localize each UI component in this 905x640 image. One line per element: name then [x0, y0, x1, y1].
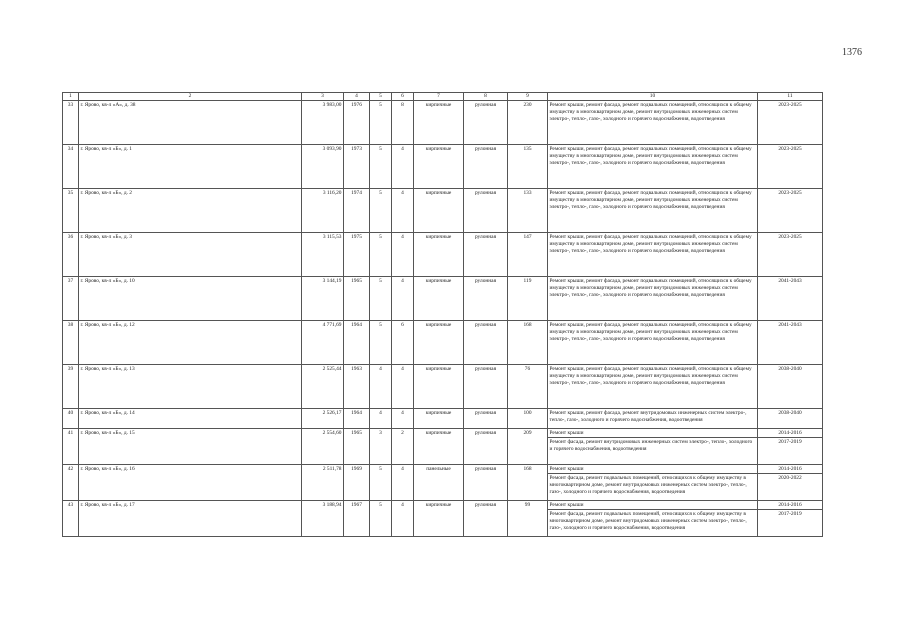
address: г. Ярово, кв-л «А», д. 38: [79, 101, 302, 145]
wall-material: кирпичные: [414, 233, 464, 277]
page-number: 1376: [842, 47, 862, 58]
work-description: Ремонт крыши, ремонт фасада, ремонт подвальных помещений, относящихся к общему имуществу в многоквартирном доме, ремонт внутридомовых инженерных систем электро-, тепло-, газо-, холодного и горячего водоснабжения, водоотведения: [548, 101, 758, 145]
roof-type: рулонная: [464, 465, 508, 501]
year: 1975: [344, 233, 370, 277]
area: 2 511,78: [302, 465, 344, 501]
floors: 5: [370, 501, 392, 537]
residents: 147: [508, 233, 548, 277]
wall-material: кирпичные: [414, 365, 464, 409]
year: 1973: [344, 145, 370, 189]
year: 1964: [344, 409, 370, 429]
floors: 3: [370, 429, 392, 465]
work-description: Ремонт крыши, ремонт фасада, ремонт подвальных помещений, относящихся к общему имуществу в многоквартирном доме, ремонт внутридомовых инженерных систем электро-, тепло-, газо-, холодного и горячего водоснабжения, водоотведения: [548, 145, 758, 189]
period: 2023-2025: [758, 145, 823, 189]
col-header: 1: [63, 93, 79, 101]
roof-type: рулонная: [464, 501, 508, 537]
address: г. Ярово, кв-л «Б», д. 1: [79, 145, 302, 189]
work-description: Ремонт фасада, ремонт внутридомовых инженерных систем электро-, тепло-, холодного и горячего водоснабжения, водоотведения: [548, 438, 758, 465]
residents: 168: [508, 321, 548, 365]
address: г. Ярово, кв-л «Б», д. 10: [79, 277, 302, 321]
wall-material: кирпичные: [414, 501, 464, 537]
table-row: [63, 429, 823, 438]
year: 1974: [344, 189, 370, 233]
roof-type: рулонная: [464, 429, 508, 465]
area: 3 983,00: [302, 101, 344, 145]
col-header: 4: [344, 93, 370, 101]
roof-type: рулонная: [464, 365, 508, 409]
roof-type: рулонная: [464, 101, 508, 145]
work-description: Ремонт фасада, ремонт подвальных помещений, относящихся к общему имуществу в многоквартирном доме, ремонт внутридомовых инженерных систем электро-, тепло-, газо-, холодного и горячего водоснабжения, водоотведения: [548, 474, 758, 501]
work-description: Ремонт крыши, ремонт фасада, ремонт внутридомовых инженерных систем электро-, тепло-, газо-, холодного и горячего водоснабжения, водоотведения: [548, 409, 758, 429]
row-number: 41: [63, 429, 79, 465]
area: 2 526,17: [302, 409, 344, 429]
period: 2017-2019: [758, 510, 823, 537]
residents: 100: [508, 409, 548, 429]
year: 1964: [344, 321, 370, 365]
table-row: [63, 465, 823, 474]
address: г. Ярово, кв-л «Б», д. 12: [79, 321, 302, 365]
entrances: 6: [392, 321, 414, 365]
work-description: Ремонт крыши, ремонт фасада, ремонт подвальных помещений, относящихся к общему имуществу в многоквартирном доме, ремонт внутридомовых инженерных систем электро-, тепло-, газо-, холодного и горячего водоснабжения, водоотведения: [548, 365, 758, 409]
entrances: 4: [392, 365, 414, 409]
col-header: 6: [392, 93, 414, 101]
table-row: [63, 233, 823, 277]
entrances: 4: [392, 501, 414, 537]
period: 2014-2016: [758, 465, 823, 474]
row-number: 36: [63, 233, 79, 277]
residents: 133: [508, 189, 548, 233]
floors: 4: [370, 365, 392, 409]
roof-type: рулонная: [464, 321, 508, 365]
work-description: Ремонт фасада, ремонт подвальных помещений, относящихся к общему имуществу в многоквартирном доме, ремонт внутридомовых инженерных систем электро-, тепло-, газо-, холодного и горячего водоснабжения, водоотведения: [548, 510, 758, 537]
wall-material: кирпичные: [414, 189, 464, 233]
period: 2023-2025: [758, 189, 823, 233]
residents: 168: [508, 465, 548, 501]
floors: 5: [370, 277, 392, 321]
period: 2014-2016: [758, 501, 823, 510]
roof-type: рулонная: [464, 145, 508, 189]
table-row: [63, 277, 823, 321]
year: 1965: [344, 429, 370, 465]
row-number: 39: [63, 365, 79, 409]
period: 2041-2043: [758, 277, 823, 321]
floors: 5: [370, 321, 392, 365]
floors: 5: [370, 189, 392, 233]
entrances: 4: [392, 145, 414, 189]
period: 2023-2025: [758, 233, 823, 277]
address: г. Ярово, кв-л «Б», д. 16: [79, 465, 302, 501]
residents: 119: [508, 277, 548, 321]
row-number: 38: [63, 321, 79, 365]
address: г. Ярово, кв-л «Б», д. 13: [79, 365, 302, 409]
floors: 5: [370, 465, 392, 501]
col-header: 9: [508, 93, 548, 101]
col-header: 3: [302, 93, 344, 101]
roof-type: рулонная: [464, 233, 508, 277]
address: г. Ярово, кв-л «Б», д. 17: [79, 501, 302, 537]
entrances: 8: [392, 101, 414, 145]
address: г. Ярово, кв-л «Б», д. 14: [79, 409, 302, 429]
roof-type: рулонная: [464, 277, 508, 321]
residents: 135: [508, 145, 548, 189]
area: 2 525,44: [302, 365, 344, 409]
wall-material: кирпичные: [414, 409, 464, 429]
entrances: 4: [392, 277, 414, 321]
work-description: Ремонт крыши: [548, 501, 758, 510]
col-header: 7: [414, 93, 464, 101]
row-number: 43: [63, 501, 79, 537]
roof-type: рулонная: [464, 409, 508, 429]
period: 2041-2043: [758, 321, 823, 365]
work-description: Ремонт крыши, ремонт фасада, ремонт подвальных помещений, относящихся к общему имуществу в многоквартирном доме, ремонт внутридомовых инженерных систем электро-, тепло-, газо-, холодного и горячего водоснабжения, водоотведения: [548, 189, 758, 233]
table-row: [63, 101, 823, 145]
row-number: 34: [63, 145, 79, 189]
table-row: [63, 501, 823, 510]
work-description: Ремонт крыши, ремонт фасада, ремонт подвальных помещений, относящихся к общему имуществу в многоквартирном доме, ремонт внутридомовых инженерных систем электро-, тепло-, газо-, холодного и горячего водоснабжения, водоотведения: [548, 321, 758, 365]
wall-material: кирпичные: [414, 101, 464, 145]
area: 3 116,20: [302, 189, 344, 233]
residents: 76: [508, 365, 548, 409]
year: 1965: [344, 277, 370, 321]
floors: 5: [370, 233, 392, 277]
residents: 209: [508, 429, 548, 465]
entrances: 4: [392, 409, 414, 429]
row-number: 35: [63, 189, 79, 233]
entrances: 4: [392, 189, 414, 233]
wall-material: панельные: [414, 465, 464, 501]
residents: 99: [508, 501, 548, 537]
work-description: Ремонт крыши: [548, 465, 758, 474]
residents: 230: [508, 101, 548, 145]
entrances: 4: [392, 233, 414, 277]
year: 1969: [344, 465, 370, 501]
table-row: [63, 409, 823, 429]
area: 2 554,60: [302, 429, 344, 465]
row-number: 40: [63, 409, 79, 429]
table-row: [63, 365, 823, 409]
row-number: 37: [63, 277, 79, 321]
address: г. Ярово, кв-л «Б», д. 15: [79, 429, 302, 465]
row-number: 42: [63, 465, 79, 501]
wall-material: кирпичные: [414, 321, 464, 365]
period: 2017-2019: [758, 438, 823, 465]
period: 2038-2040: [758, 365, 823, 409]
entrances: 2: [392, 429, 414, 465]
area: 3 188,94: [302, 501, 344, 537]
address: г. Ярово, кв-л «Б», д. 2: [79, 189, 302, 233]
table-row: [63, 145, 823, 189]
entrances: 4: [392, 465, 414, 501]
wall-material: кирпичные: [414, 277, 464, 321]
column-number-row: [63, 93, 823, 101]
period: 2014-2016: [758, 429, 823, 438]
col-header: 11: [758, 93, 823, 101]
year: 1967: [344, 501, 370, 537]
housing-repair-table: [62, 92, 823, 537]
floors: 5: [370, 101, 392, 145]
area: 4 771,69: [302, 321, 344, 365]
period: 2038-2040: [758, 409, 823, 429]
col-header: 8: [464, 93, 508, 101]
period: 2023-2025: [758, 101, 823, 145]
year: 1963: [344, 365, 370, 409]
floors: 4: [370, 409, 392, 429]
row-number: 33: [63, 101, 79, 145]
roof-type: рулонная: [464, 189, 508, 233]
table-row: [63, 321, 823, 365]
period: 2020-2022: [758, 474, 823, 501]
col-header: 10: [548, 93, 758, 101]
wall-material: кирпичные: [414, 429, 464, 465]
col-header: 2: [79, 93, 302, 101]
floors: 5: [370, 145, 392, 189]
area: 3 115,53: [302, 233, 344, 277]
work-description: Ремонт крыши, ремонт фасада, ремонт подвальных помещений, относящихся к общему имуществу в многоквартирном доме, ремонт внутридомовых инженерных систем электро-, тепло-, газо-, холодного и горячего водоснабжения, водоотведения: [548, 277, 758, 321]
address: г. Ярово, кв-л «Б», д. 3: [79, 233, 302, 277]
area: 3 144,19: [302, 277, 344, 321]
year: 1976: [344, 101, 370, 145]
wall-material: кирпичные: [414, 145, 464, 189]
col-header: 5: [370, 93, 392, 101]
area: 3 093,90: [302, 145, 344, 189]
work-description: Ремонт крыши, ремонт фасада, ремонт подвальных помещений, относящихся к общему имуществу в многоквартирном доме, ремонт внутридомовых инженерных систем электро-, тепло-, газо-, холодного и горячего водоснабжения, водоотведения: [548, 233, 758, 277]
table-row: [63, 189, 823, 233]
work-description: Ремонт крыши: [548, 429, 758, 438]
